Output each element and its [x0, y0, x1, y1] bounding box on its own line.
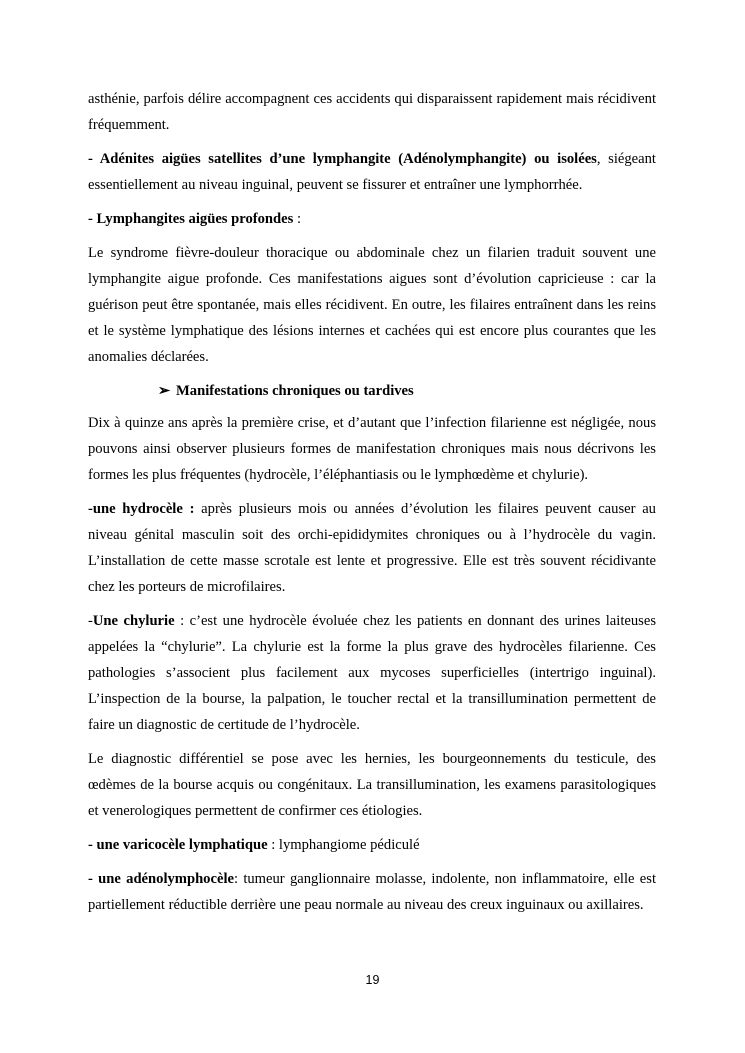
paragraph-varicocele: [88, 832, 656, 858]
paragraph-diagnostic: Le diagnostic différentiel se pose avec les hernies, les bourgeonnements du testicule, des œdèmes de la bourse acquis ou congénitaux. La transillumination, les examens parasitologiques et venerologiques permettent de confirmer ces étiologies.: [88, 751, 656, 819]
hydrocele-text: après plusieurs mois ou années d’évolution les filaires peuvent causer au niveau génital masculin soit des orchi-epididymites chroniques ou à l’hydrocèle du vagin. L’installation de cette masse scrotale est lente et progressive. Elle est très souvent récidivante chez les porteurs de microfilaires.: [88, 501, 656, 595]
chylurie-text: : c’est une hydrocèle évoluée chez les patients en donnant des urines laiteuses appelées la “chylurie”. La chylurie est la forme la plus grave des hydrocèles filarienne. Ces pathologies s’associent plus facilement aux mycoses superficielles (intertrigo inguinal). L’inspection de la bourse, la palpation, le toucher rectal et la transillumination permettent de faire un diagnostic de certitude de l’hydrocèle.: [88, 613, 656, 733]
paragraph-asthenie: asthénie, parfois délire accompagnent ces accidents qui disparaissent rapidement mais récidivent fréquemment.: [88, 91, 656, 133]
section-heading-text: Manifestations chroniques ou tardives: [176, 383, 414, 399]
paragraph-dix-a-quinze: Dix à quinze ans après la première crise, et d’autant que l’infection filarienne est négligée, nous pouvons ainsi observer plusieurs formes de manifestation chroniques mais nous décrivons les formes les plus fréquentes (hydrocèle, l’éléphantiasis ou le lymphœdème et chylurie).: [88, 415, 656, 483]
varicocele-title: - une varicocèle lymphatique: [88, 837, 268, 853]
paragraph-syndrome: Le syndrome fièvre-douleur thoracique ou abdominale chez un filarien traduit souvent une lymphangite aigue profonde. Ces manifestations aigues sont d’évolution capricieuse : car la guérison peut être spontanée, mais elles récidivent. En outre, les filaires entraînent dans les reins et le système lymphatique des lésions internes et cachées qui est encore plus courantes que les anomalies déclarées.: [88, 245, 656, 365]
arrow-bullet-icon: ➢: [158, 383, 171, 399]
lymphangites-text: :: [293, 211, 301, 227]
hydrocele-title: -une hydrocèle :: [88, 501, 195, 517]
paragraph-adenites: [88, 146, 656, 198]
lymphangites-title: - Lymphangites aigües profondes: [88, 211, 294, 227]
adenites-title: - Adénites aigües satellites d’une lymphangite (Adénolymphangite) ou isolées: [88, 151, 597, 167]
page-number: 19: [365, 973, 380, 987]
adenolymphocele-text: : tumeur ganglionnaire molasse, indolente, non inflammatoire, elle est partiellement réductible derrière une peau normale au niveau des creux inguinaux ou axillaires.: [88, 871, 657, 913]
paragraph-lymphangites: [88, 206, 656, 232]
paragraph-chylurie: [88, 608, 656, 738]
paragraph-hydrocele: [88, 496, 656, 600]
paragraph-adenolymphocele: [88, 866, 656, 918]
section-heading-chroniques: [88, 378, 656, 404]
adenites-text: , siégeant essentiellement au niveau inguinal, peuvent se fissurer et entraîner une lymphorrhée.: [88, 151, 656, 193]
document-body: [88, 86, 656, 926]
chylurie-title: Une chylurie: [92, 613, 175, 629]
adenolymphocele-title: - une adénolymphocèle: [88, 871, 234, 887]
chylurie-prefix: -: [88, 613, 93, 629]
varicocele-text: : lymphangiome pédiculé: [267, 837, 420, 853]
